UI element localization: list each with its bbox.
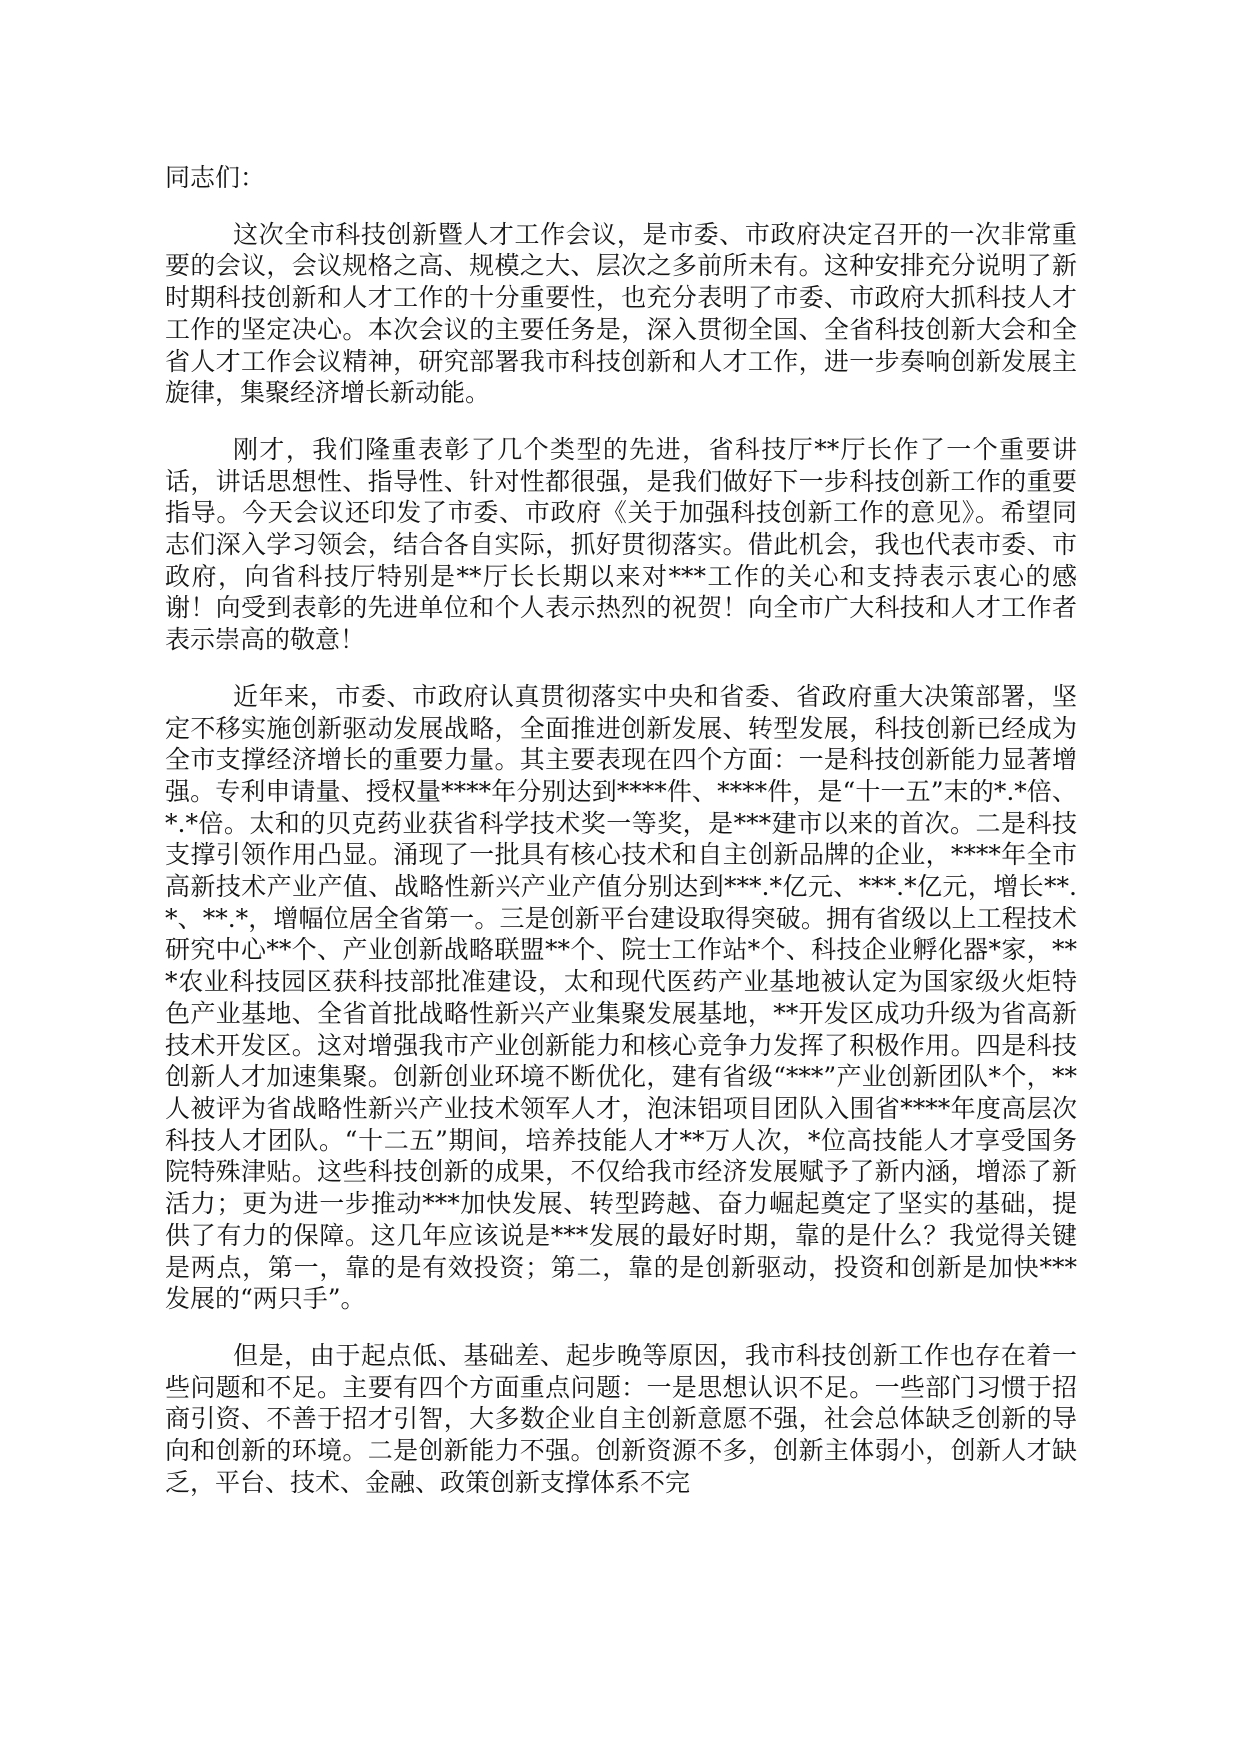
- salutation: 同志们：: [165, 163, 266, 192]
- document-body: [165, 162, 1077, 1523]
- paragraph-opening: 这次全市科技创新暨人才工作会议，是市委、市政府决定召开的一次非常重要的会议，会议规格之高、规模之大、层次之多前所未有。这种安排充分说明了新时期科技创新和人才工作的十分重要性，也充分表明了市委、市政府大抓科技人才工作的坚定决心。本次会议的主要任务是，深入贯彻全国、全省科技创新大会和全省人才工作会议精神，研究部署我市科技创新和人才工作，进一步奏响创新发展主旋律，集聚经济增长新动能。: [165, 219, 1077, 408]
- paragraph-achievements: 近年来，市委、市政府认真贯彻落实中央和省委、省政府重大决策部署，坚定不移实施创新驱动发展战略，全面推进创新发展、转型发展，科技创新已经成为全市支撑经济增长的重要力量。其主要表现在四个方面：一是科技创新能力显著增强。专利申请量、授权量****年分别达到****件、****件，是“十一五”末的*.*倍、*.*倍。太和的贝克药业获省科学技术奖一等奖，是***建市以来的首次。二是科技支撑引领作用凸显。涌现了一批具有核心技术和自主创新品牌的企业，****年全市高新技术产业产值、战略性新兴产业产值分别达到***.*亿元、***.*亿元，增长**.*、**.*，增幅位居全省第一。三是创新平台建设取得突破。拥有省级以上工程技术研究中心**个、产业创新战略联盟**个、院士工作站*个、科技企业孵化器*家，***农业科技园区获科技部批准建设，太和现代医药产业基地被认定为国家级火炬特色产业基地、全省首批战略性新兴产业集聚发展基地，**开发区成功升级为省高新技术开发区。这对增强我市产业创新能力和核心竞争力发挥了积极作用。四是科技创新人才加速集聚。创新创业环境不断优化，建有省级“***”产业创新团队*个，**人被评为省战略性新兴产业技术领军人才，泡沫铝项目团队入围省****年度高层次科技人才团队。“十二五”期间，培养技能人才**万人次，*位高技能人才享受国务院特殊津贴。这些科技创新的成果，不仅给我市经济发展赋予了新内涵，增添了新活力；更为进一步推动***加快发展、转型跨越、奋力崛起奠定了坚实的基础，提供了有力的保障。这几年应该说是***发展的最好时期，靠的是什么？我觉得关键是两点，第一，靠的是有效投资；第二，靠的是创新驱动，投资和创新是加快***发展的“两只手”。: [165, 681, 1077, 1314]
- paragraph-problems: 但是，由于起点低、基础差、起步晚等原因，我市科技创新工作也存在着一些问题和不足。主要有四个方面重点问题：一是思想认识不足。一些部门习惯于招商引资、不善于招才引智，大多数企业自主创新意愿不强，社会总体缺乏创新的导向和创新的环境。二是创新能力不强。创新资源不多，创新主体弱小，创新人才缺乏，平台、技术、金融、政策创新支撑体系不完: [165, 1340, 1077, 1497]
- paragraph-commendation: 刚才，我们隆重表彰了几个类型的先进，省科技厅**厅长作了一个重要讲话，讲话思想性、指导性、针对性都很强，是我们做好下一步科技创新工作的重要指导。今天会议还印发了市委、市政府《关于加强科技创新工作的意见》。希望同志们深入学习领会，结合各自实际，抓好贯彻落实。借此机会，我也代表市委、市政府，向省科技厅特别是**厅长长期以来对***工作的关心和支持表示衷心的感谢！向受到表彰的先进单位和个人表示热烈的祝贺！向全市广大科技和人才工作者表示崇高的敬意！: [165, 434, 1077, 655]
